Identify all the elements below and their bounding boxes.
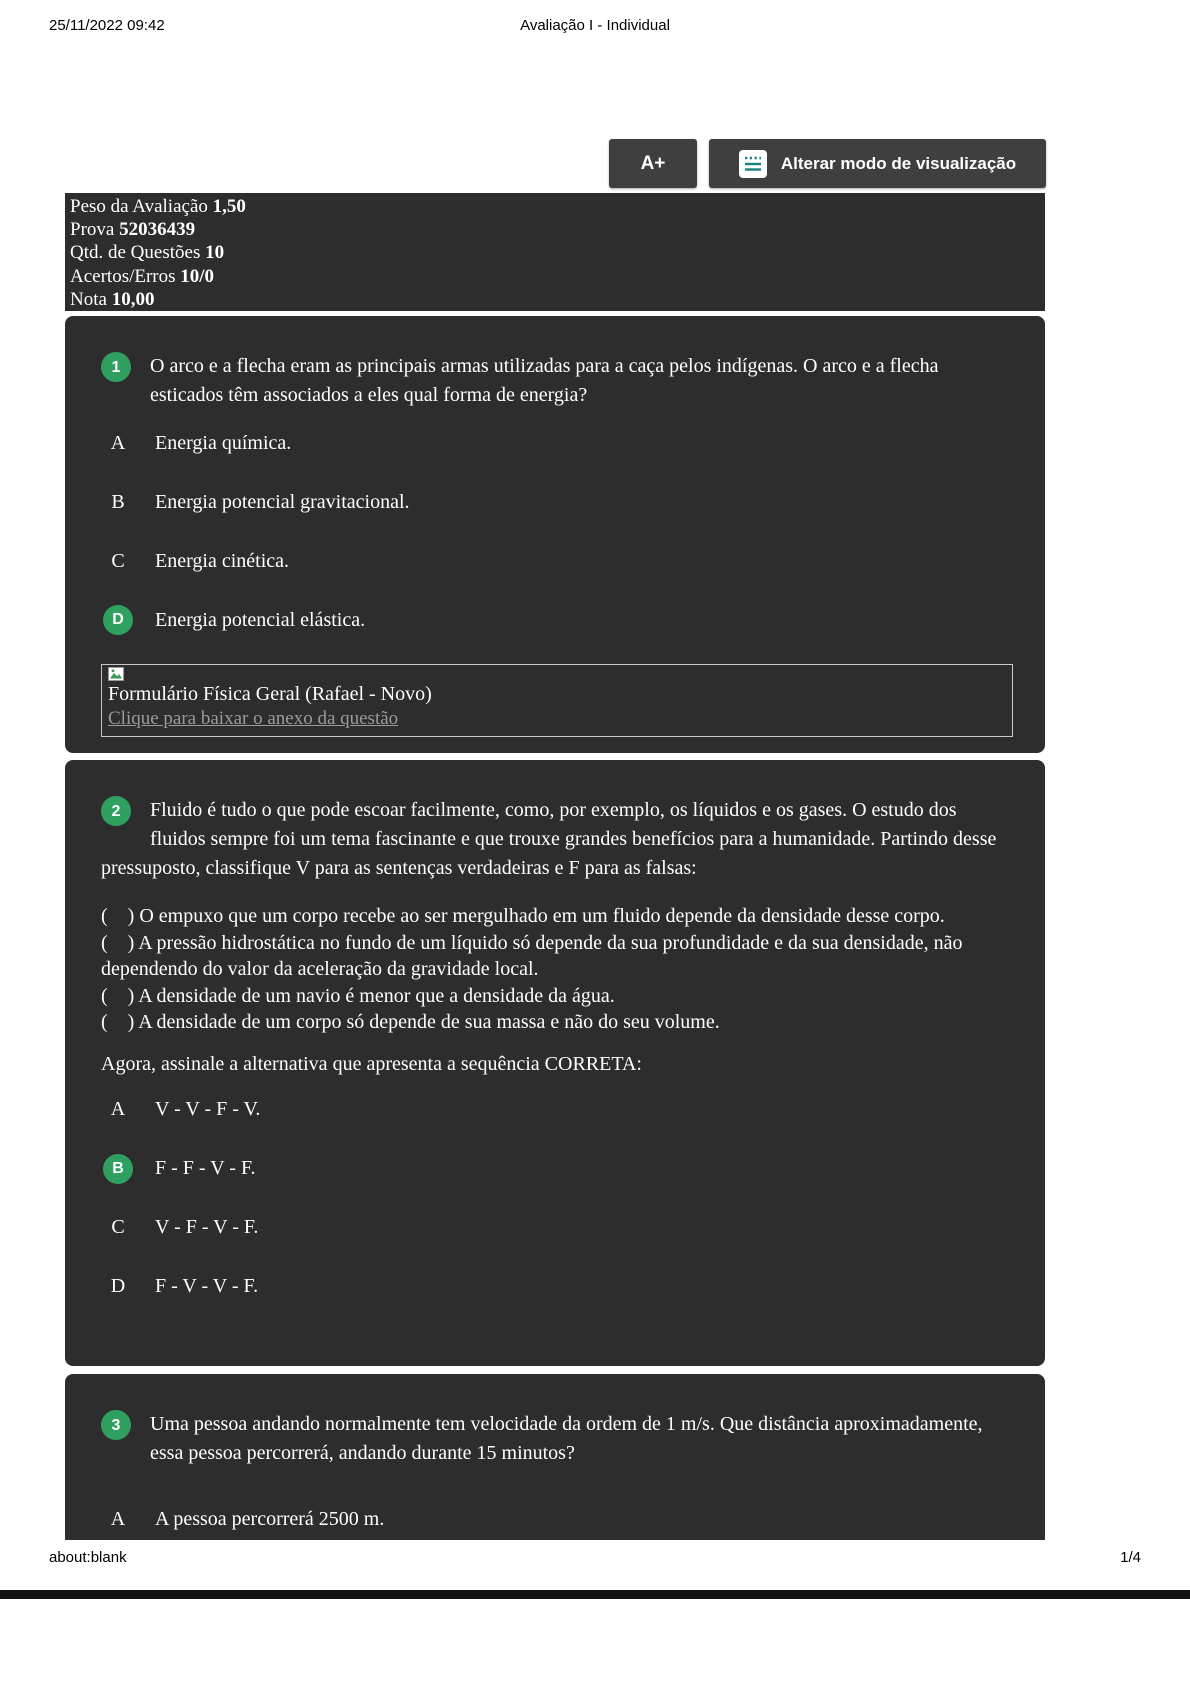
summary-row-prova xyxy=(70,218,1037,241)
true-false-statements xyxy=(101,903,1013,1036)
vf-statement: ( ) A pressão hidrostática no fundo de um líquido só depende da sua profundidade e da sua densidade, não dependendo do valor da aceleração da gravidade local. xyxy=(101,931,968,980)
question-statement: O arco e a flecha eram as principais armas utilizadas para a caça pelos indígenas. O arco e a flecha esticados têm associados a eles qual forma de energia? xyxy=(150,355,939,406)
question-3-text xyxy=(101,1410,1013,1468)
answer-option-c[interactable] xyxy=(101,546,1013,576)
increase-font-size-button[interactable]: A+ xyxy=(609,139,697,188)
answer-option-d[interactable] xyxy=(101,1272,1013,1302)
print-datetime: 25/11/2022 09:42 xyxy=(49,17,165,34)
vf-statement: ( ) A densidade de um navio é menor que a densidade da água. xyxy=(101,984,615,1007)
attachment-box xyxy=(101,664,1013,737)
answer-option-d[interactable] xyxy=(101,605,1013,635)
option-letter: D xyxy=(103,605,133,635)
summary-value: 1,50 xyxy=(212,196,246,217)
summary-label: Nota xyxy=(70,288,107,310)
question-statement: Uma pessoa andando normalmente tem velocidade da ordem de 1 m/s. Que distância aproximadamente, essa pessoa percorrerá, andando durante 15 minutos? xyxy=(150,1413,983,1464)
option-text: V - V - F - V. xyxy=(155,1098,261,1120)
assessment-summary xyxy=(65,193,1045,311)
question-3-options xyxy=(101,1504,1013,1534)
change-view-mode-button[interactable] xyxy=(709,139,1046,188)
broken-image-icon xyxy=(108,667,1006,681)
summary-label: Prova xyxy=(70,219,115,241)
summary-label: Peso da Avaliação xyxy=(70,196,208,217)
answer-option-b[interactable] xyxy=(101,487,1013,517)
summary-value: 10 xyxy=(205,242,225,264)
option-letter: D xyxy=(110,1275,126,1297)
vf-statement: ( ) A densidade de um corpo só depende de sua massa e não do seu volume. xyxy=(101,1011,720,1033)
option-letter: B xyxy=(111,490,125,513)
option-letter: A xyxy=(110,1098,126,1120)
option-text: F - F - V - F. xyxy=(155,1157,256,1179)
question-card-2 xyxy=(65,760,1045,1366)
question-card-1 xyxy=(65,316,1045,753)
print-footer-url: about:blank xyxy=(49,1549,127,1566)
option-letter: C xyxy=(111,549,125,572)
option-text: Energia potencial elástica. xyxy=(155,608,366,631)
question-number-badge: 1 xyxy=(101,352,131,382)
view-mode-icon xyxy=(739,150,767,178)
page-title: Avaliação I - Individual xyxy=(520,17,670,34)
question-2-options xyxy=(101,1095,1013,1302)
option-letter: A xyxy=(110,431,126,454)
summary-row-acertos xyxy=(70,265,1037,288)
option-text: V - F - V - F. xyxy=(155,1216,259,1238)
summary-value: 52036439 xyxy=(119,219,196,241)
option-text: Energia química. xyxy=(155,431,292,454)
option-letter: C xyxy=(111,1216,125,1238)
question-number-badge: 2 xyxy=(101,796,131,826)
answer-option-a[interactable] xyxy=(101,1504,1013,1534)
option-text: Energia cinética. xyxy=(155,549,290,572)
summary-row-nota xyxy=(70,288,1037,311)
option-letter: A xyxy=(110,1507,126,1530)
vf-statement: ( ) O empuxo que um corpo recebe ao ser mergulhado em um fluido depende da densidade desse corpo. xyxy=(101,905,945,927)
question-2-text xyxy=(101,796,1013,883)
question-card-3 xyxy=(65,1374,1045,1540)
option-letter: B xyxy=(103,1154,133,1184)
attachment-download-link[interactable]: Clique para baixar o anexo da questão xyxy=(108,708,399,729)
answer-option-a[interactable] xyxy=(101,1095,1013,1125)
view-mode-label: Alterar modo de visualização xyxy=(780,153,1017,173)
option-text: A pessoa percorrerá 2500 m. xyxy=(155,1507,385,1530)
answer-option-b[interactable] xyxy=(101,1154,1013,1184)
summary-label: Acertos/Erros xyxy=(70,265,176,287)
summary-value: 10,00 xyxy=(111,288,155,310)
question-1-options xyxy=(101,428,1013,635)
next-page-edge xyxy=(0,1590,1190,1599)
summary-row-peso xyxy=(70,195,1037,218)
answer-prompt: Agora, assinale a alternativa que apresenta a sequência CORRETA: xyxy=(101,1052,642,1075)
answer-option-c[interactable] xyxy=(101,1213,1013,1243)
summary-label: Qtd. de Questões xyxy=(70,242,201,264)
print-footer-page-number: 1/4 xyxy=(1120,1549,1141,1566)
attachment-title: Formulário Física Geral (Rafael - Novo) xyxy=(108,683,432,705)
question-1-text xyxy=(101,352,1013,410)
option-text: Energia potencial gravitacional. xyxy=(155,490,410,513)
summary-row-questoes xyxy=(70,241,1037,264)
question-number-badge: 3 xyxy=(101,1410,131,1440)
option-text: F - V - V - F. xyxy=(155,1275,259,1297)
question-statement: Fluido é tudo o que pode escoar facilmente, como, por exemplo, os líquidos e os gases. O estudo dos fluidos sempre foi um tema fascinante e que trouxe grandes benefícios para a humanidade. Partindo desse pressuposto, classifique V para as sentenças verdadeiras e F para as falsas: xyxy=(101,799,997,879)
answer-option-a[interactable] xyxy=(101,428,1013,458)
summary-value: 10/0 xyxy=(180,265,215,287)
